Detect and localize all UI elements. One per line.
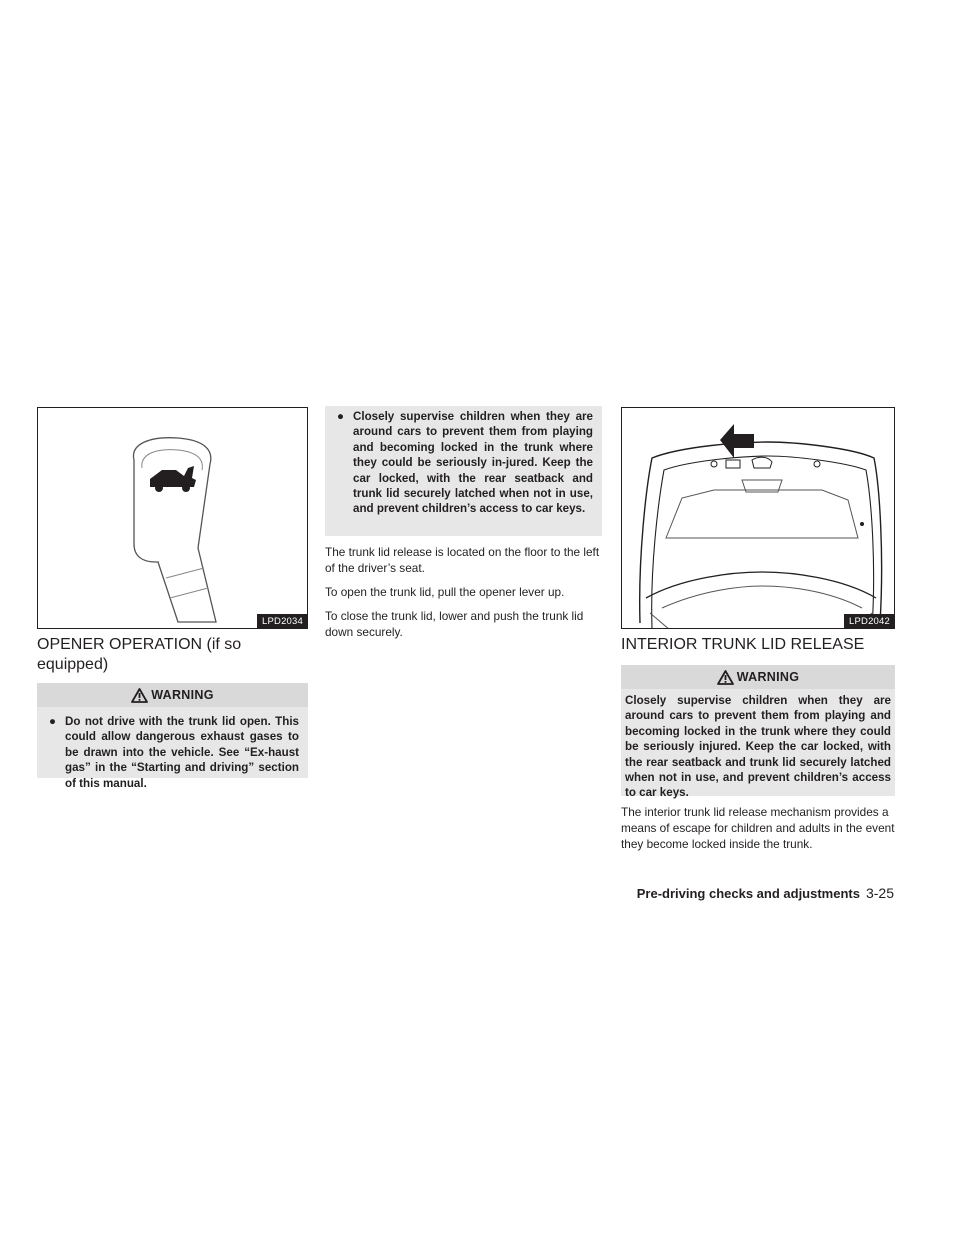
opener-lever-illustration — [38, 408, 308, 629]
figure-opener-lever — [37, 407, 308, 629]
section-title-opener-operation: OPENER OPERATION (if so equipped) — [37, 636, 242, 673]
figure-trunk-interior — [621, 407, 895, 629]
warning-bullet: ● Closely supervise children when they are around cars to prevent them from playing and becoming locked in the trunk where they could be seriously in-jured. Keep the car locked, with the rear seatback and trunk lid securely latched when not in use, and prevent children’s access to car keys. — [337, 410, 593, 516]
warning-body-continued — [325, 406, 602, 536]
page-footer — [637, 885, 894, 903]
warning-icon — [131, 688, 148, 703]
warning-bullet: ● Do not drive with the trunk lid open. This could allow dangerous exhaust gases to be drawn into the vehicle. See “Ex-haust gas” in the “Starting and driving” section of this manual. — [49, 715, 299, 790]
footer-section-name: Pre-driving checks and adjustments — [636, 886, 860, 901]
warning-body — [621, 689, 895, 800]
paragraph-open-trunk: To open the trunk lid, pull the opener lever up. — [325, 585, 565, 599]
warning-header: WARNING — [37, 683, 308, 707]
section-title-interior-trunk-lid-release: INTERIOR TRUNK LID RELEASE — [621, 636, 865, 653]
warning-icon — [717, 670, 734, 685]
warning-body — [37, 707, 308, 790]
bullet-icon: ● — [337, 410, 345, 423]
figure-label: LPD2034 — [257, 614, 307, 628]
arrow-icon — [720, 424, 754, 458]
warning-text: Closely supervise children when they are around cars to prevent them from playing and becoming locked in the trunk where they could be seriously injured. Keep the car locked, with the rear seatback and trunk lid securely latched when not in use, and prevent children’s access to car keys. — [625, 694, 891, 800]
trunk-interior-illustration — [622, 408, 895, 629]
warning-header: WARNING — [621, 665, 895, 689]
bullet-icon: ● — [49, 715, 57, 728]
paragraph-release-mechanism: The interior trunk lid release mechanism provides a means of escape for children and adults in the event they become locked inside the trunk. — [621, 805, 895, 851]
figure-label: LPD2042 — [844, 614, 894, 628]
page-number: 3-25 — [865, 885, 894, 901]
paragraph-close-trunk: To close the trunk lid, lower and push the trunk lid down securely. — [325, 609, 584, 639]
paragraph-release-location: The trunk lid release is located on the floor to the left of the driver’s seat. — [325, 545, 600, 575]
